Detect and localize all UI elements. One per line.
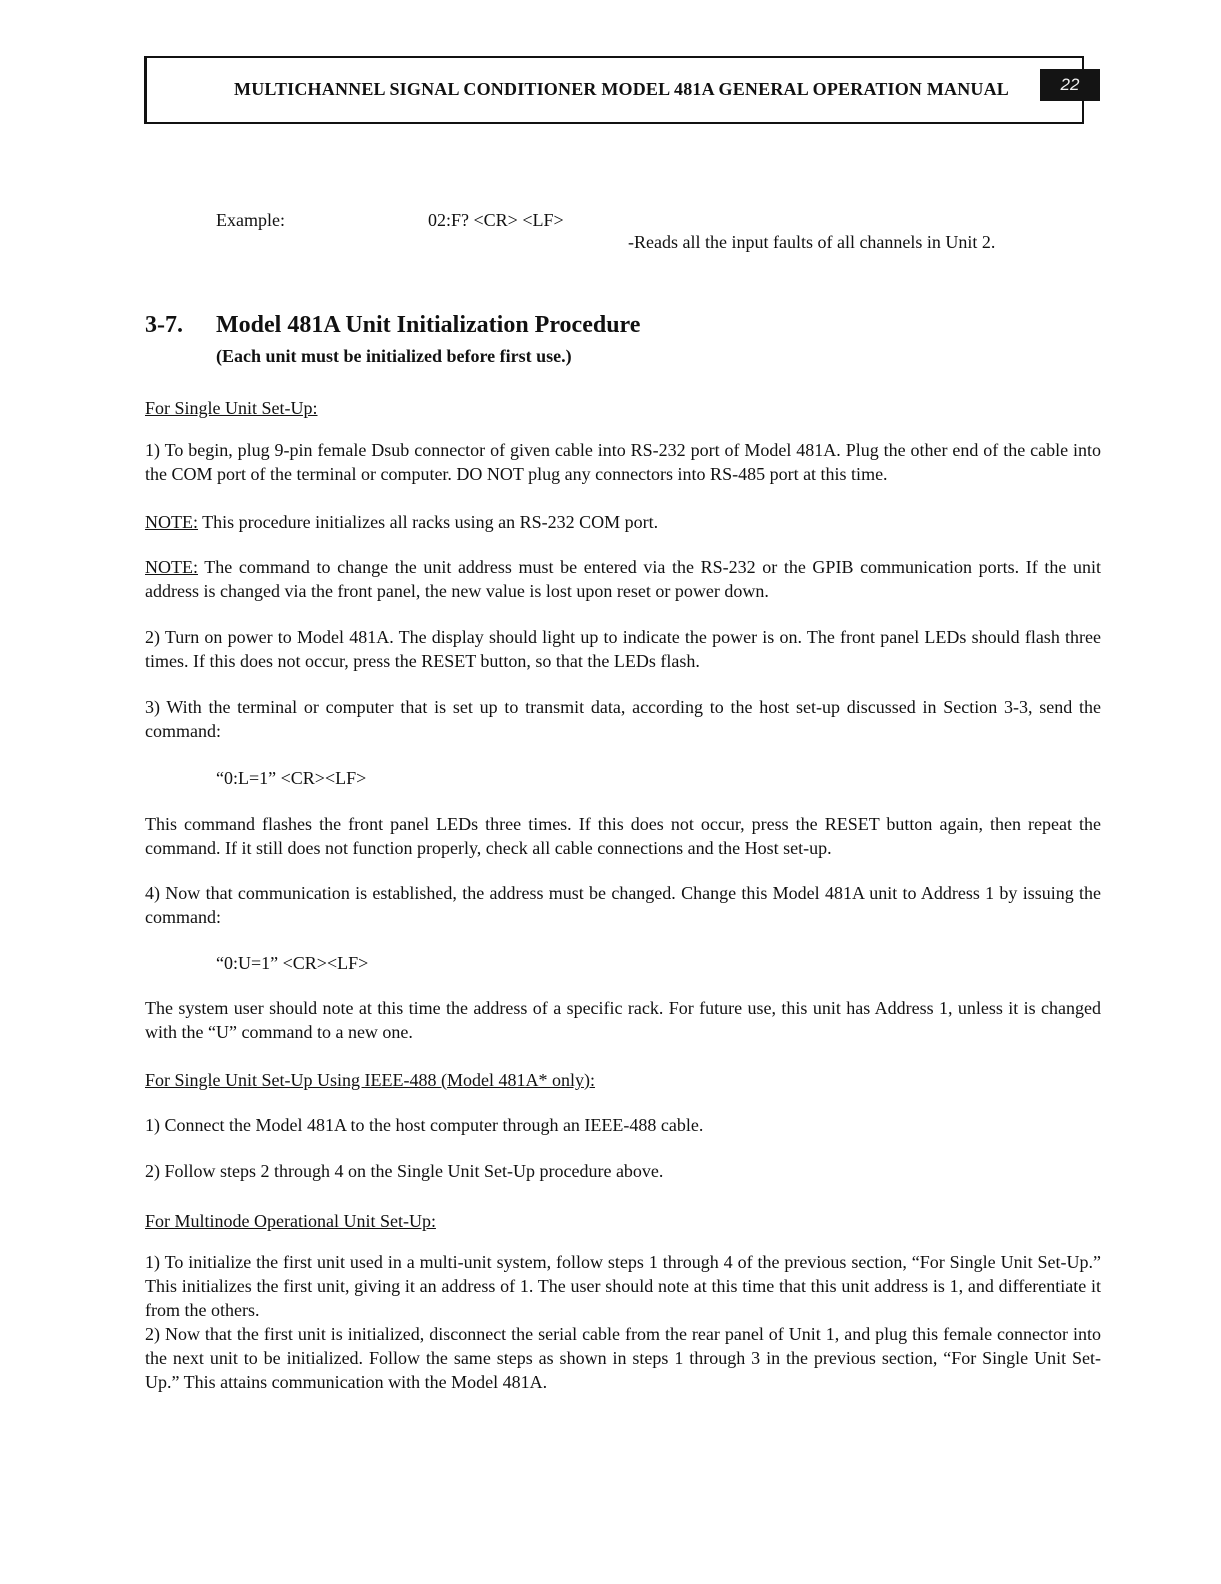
section-number: 3-7. xyxy=(145,312,183,338)
ieee-setup-heading: For Single Unit Set-Up Using IEEE-488 (Model 481A* only): xyxy=(145,1070,595,1090)
command-led-flash: “0:L=1” <CR><LF> xyxy=(216,768,367,788)
example-command: 02:F? <CR> <LF> xyxy=(428,210,564,230)
single-setup-heading: For Single Unit Set-Up: xyxy=(145,398,318,418)
ieee-setup-step-2: 2) Follow steps 2 through 4 on the Single Unit Set-Up procedure above. xyxy=(145,1161,664,1181)
multinode-setup-heading: For Multinode Operational Unit Set-Up: xyxy=(145,1211,436,1231)
example-description: -Reads all the input faults of all channels in Unit 2. xyxy=(628,232,996,252)
single-setup-step-2: 2) Turn on power to Model 481A. The display should light up to indicate the power is on. The front panel LEDs should flash three times. If this does not occur, press the RESET button, so that the LEDs flash. xyxy=(145,627,1101,671)
note-2 xyxy=(145,555,1101,603)
ieee-setup-step-1: 1) Connect the Model 481A to the host computer through an IEEE-488 cable. xyxy=(145,1115,704,1135)
page-header-title: MULTICHANNEL SIGNAL CONDITIONER MODEL 481A GENERAL OPERATION MANUAL xyxy=(234,79,1010,99)
note-1 xyxy=(145,510,1101,534)
example-label: Example: xyxy=(216,210,285,230)
section-subtitle: (Each unit must be initialized before first use.) xyxy=(216,346,572,366)
section-title: Model 481A Unit Initialization Procedure xyxy=(216,312,641,338)
single-setup-step-4: 4) Now that communication is established, the address must be changed. Change this Model 481A unit to Address 1 by issuing the command: xyxy=(145,883,1101,927)
multinode-setup-step-1: 1) To initialize the first unit used in a multi-unit system, follow steps 1 through 4 of the previous section, “For Single Unit Set-Up.” This initializes the first unit, giving it an address of 1. The user should note at this time that this unit address is 1, and differentiate it from the others. xyxy=(145,1252,1101,1320)
multinode-setup-step-2: 2) Now that the first unit is initialized, disconnect the serial cable from the rear panel of Unit 1, and plug this female connector into the next unit to be initialized. Follow the same steps as shown in steps 1 through 3 in the previous section, “For Single Unit Set-Up.” This attains communication with the Model 481A. xyxy=(145,1324,1101,1392)
single-setup-step-3: 3) With the terminal or computer that is set up to transmit data, according to the host set-up discussed in Section 3-3, send the command: xyxy=(145,697,1101,741)
command-1-explanation: This command flashes the front panel LEDs three times. If this does not occur, press the RESET button again, then repeat the command. If it still does not function properly, check all cable connections and the Host set-up. xyxy=(145,814,1101,858)
command-2-explanation: The system user should note at this time the address of a specific rack. For future use, this unit has Address 1, unless it is changed with the “U” command to a new one. xyxy=(145,998,1101,1042)
note-2-text: The command to change the unit address must be entered via the RS-232 or the GPIB communication ports. If the unit address is changed via the front panel, the new value is lost upon reset or power down. xyxy=(145,557,1101,601)
command-set-address: “0:U=1” <CR><LF> xyxy=(216,953,369,973)
note-1-label: NOTE: xyxy=(145,512,198,532)
single-setup-step-1: 1) To begin, plug 9-pin female Dsub connector of given cable into RS-232 port of Model 481A. Plug the other end of the cable into the COM port of the terminal or computer. DO NOT plug any connectors into RS-485 port at this time. xyxy=(145,440,1101,484)
note-1-text: This procedure initializes all racks using an RS-232 COM port. xyxy=(198,512,659,532)
note-2-label: NOTE: xyxy=(145,557,198,577)
page-number-badge: 22 xyxy=(1040,69,1100,101)
